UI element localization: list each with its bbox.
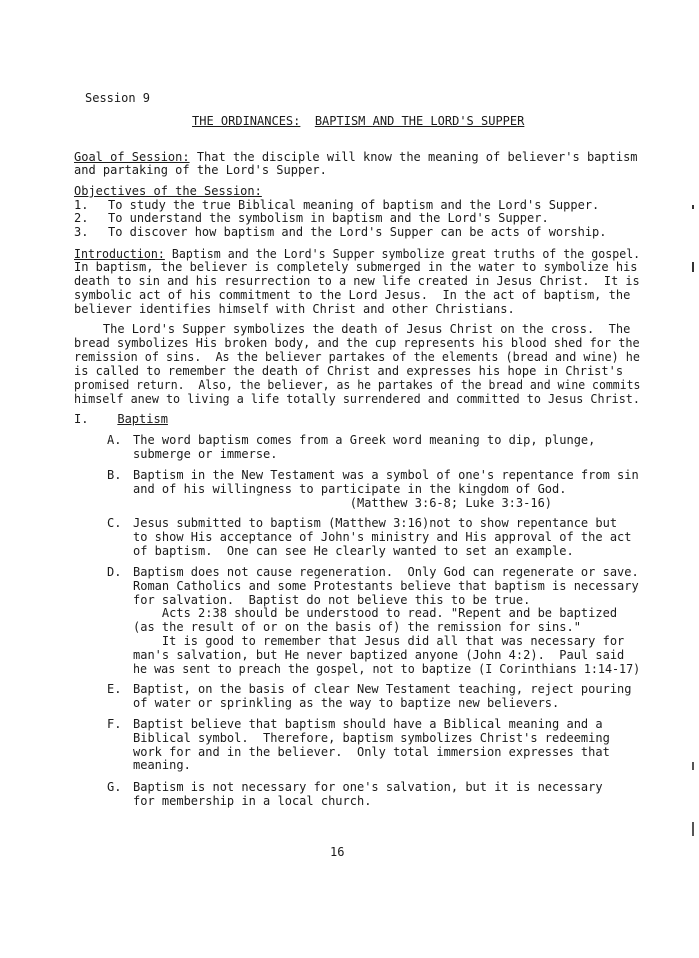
section-number: I. <box>74 412 89 426</box>
item-line: (Matthew 3:6-8; Luke 3:3-16) <box>133 495 553 510</box>
intro-line: himself anew to living a life totally surrendered and committed to Jesus Christ. <box>74 392 640 406</box>
item-letter: E. <box>107 682 122 696</box>
item-line: Baptism is not necessary for one's salvation, but it is necessary <box>133 780 603 794</box>
intro-line: In baptism, the believer is completely submerged in the water to symbolize his <box>74 260 638 274</box>
item-line: to show His acceptance of John's ministry and His approval of the act <box>133 529 632 544</box>
section-title: Baptism <box>117 412 168 426</box>
item-line: man's salvation, but He never baptized anyone (John 4:2). Paul said <box>133 647 625 662</box>
intro-line: is called to remember the death of Christ and expresses his hope in Christ's <box>74 364 624 378</box>
objective-number: 1. <box>74 198 89 212</box>
item-line: meaning. <box>133 758 191 773</box>
objective-text: To discover how baptism and the Lord's Supper can be acts of worship. <box>108 225 607 239</box>
item-line: for salvation. Baptist do not believe this to be true. <box>133 592 531 607</box>
intro-line: symbolic act of his commitment to the Lord Jesus. In the act of baptism, the <box>74 288 631 302</box>
page-title <box>192 114 524 128</box>
item-letter: D. <box>107 565 122 579</box>
item-line: Baptist, on the basis of clear New Testament teaching, reject pouring <box>133 682 632 696</box>
item-line: The word baptism comes from a Greek word meaning to dip, plunge, <box>133 433 596 447</box>
item-line: Jesus submitted to baptism (Matthew 3:16)not to show repentance but <box>133 516 618 530</box>
objectives-label: Objectives of the Session: <box>74 184 262 198</box>
intro-label: Introduction: <box>74 247 165 261</box>
item-line: for membership in a local church. <box>133 793 372 808</box>
item-line: (as the result of or on the basis of) the remission for sins." <box>133 620 581 635</box>
page-number: 16 <box>330 845 345 859</box>
objective-text: To understand the symbolism in baptism and the Lord's Supper. <box>108 211 549 225</box>
scan-mark <box>692 822 694 836</box>
intro-line: remission of sins. As the believer partakes of the elements (bread and wine) he <box>74 350 640 364</box>
goal-line-2: and partaking of the Lord's Supper. <box>74 163 327 177</box>
scan-mark <box>692 205 694 209</box>
intro-line-1 <box>74 247 640 261</box>
item-line: It is good to remember that Jesus did all that was necessary for <box>133 634 625 648</box>
objective-number: 3. <box>74 225 89 239</box>
intro-line: promised return. Also, the believer, as he partakes of the bread and wine commits <box>74 378 641 392</box>
intro-line: believer identifies himself with Christ and other Christians. <box>74 302 515 316</box>
item-letter: C. <box>107 516 122 530</box>
title-part1: THE ORDINANCES: <box>192 114 301 128</box>
item-line: Baptism does not cause regeneration. Only God can regenerate or save. <box>133 565 639 579</box>
scan-mark <box>692 762 694 770</box>
item-letter: A. <box>107 433 122 447</box>
session-label: Session 9 <box>85 91 151 105</box>
item-line: submerge or immerse. <box>133 446 278 461</box>
intro-text-1: Baptism and the Lord's Supper symbolize great truths of the gospel. <box>164 247 641 261</box>
title-part2: BAPTISM AND THE LORD'S SUPPER <box>314 114 525 128</box>
item-line: Roman Catholics and some Protestants believe that baptism is necessary <box>133 578 639 593</box>
item-line: Baptism in the New Testament was a symbol of one's repentance from sin <box>133 468 639 482</box>
item-line: of water or sprinkling as the way to baptize new believers. <box>133 695 560 710</box>
objective-number: 2. <box>74 211 89 225</box>
item-line: work for and in the believer. Only total immersion expresses that <box>133 744 610 759</box>
intro-line: bread symbolizes His broken body, and the cup represents his blood shed for the <box>74 336 640 350</box>
goal-text: That the disciple will know the meaning of believer's baptism <box>189 150 638 164</box>
intro-line: death to sin and his resurrection to a new life created in Jesus Christ. It is <box>74 274 640 288</box>
item-line: Baptist believe that baptism should have a Biblical meaning and a <box>133 717 603 731</box>
goal-label: Goal of Session: <box>74 150 190 164</box>
item-letter: F. <box>107 717 122 731</box>
scan-mark <box>692 262 694 272</box>
objective-text: To study the true Biblical meaning of baptism and the Lord's Supper. <box>108 198 600 212</box>
intro-line: The Lord's Supper symbolizes the death of Jesus Christ on the cross. The <box>74 322 631 336</box>
section-heading <box>74 412 168 426</box>
item-line: and of his willingness to participate in the kingdom of God. <box>133 481 567 496</box>
item-line: he was sent to preach the gospel, not to baptize (I Corinthians 1:14-17) <box>133 661 641 676</box>
goal-line-1 <box>74 150 638 164</box>
item-letter: G. <box>107 780 122 794</box>
item-line: of baptism. One can see He clearly wanted to set an example. <box>133 543 574 558</box>
item-line: Acts 2:38 should be understood to read. "Repent and be baptized <box>133 606 618 621</box>
item-line: Biblical symbol. Therefore, baptism symbolizes Christ's redeeming <box>133 730 610 745</box>
item-letter: B. <box>107 468 122 482</box>
